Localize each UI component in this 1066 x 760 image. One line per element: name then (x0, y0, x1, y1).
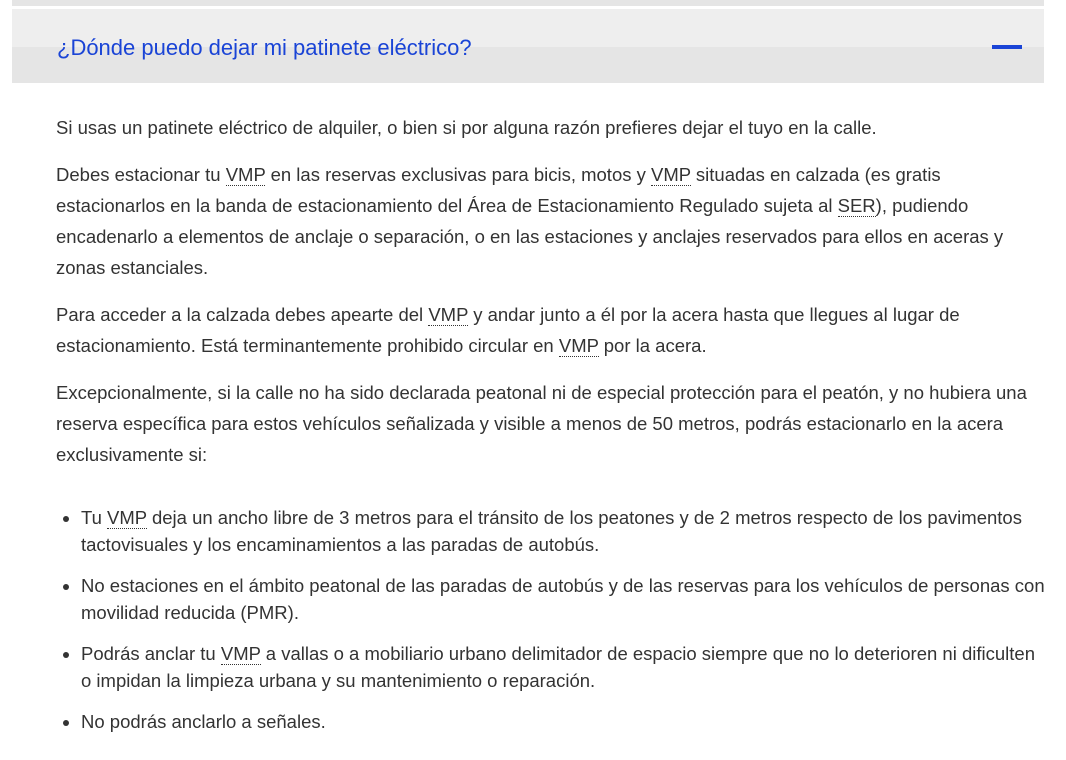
accordion-title[interactable]: ¿Dónde puedo dejar mi patinete eléctrico? (57, 35, 472, 60)
paragraph-parking-rules (56, 159, 1046, 283)
accordion-header[interactable] (12, 9, 1044, 83)
text-segment: ), pudiendo encadenarlo a elementos de anclaje o separación, o en las estaciones y anclajes reservados para ellos en aceras y zonas estanciales. (56, 195, 1004, 278)
text-segment: en las reservas exclusivas para bicis, motos y (265, 164, 652, 185)
paragraph-intro: Si usas un patinete eléctrico de alquiler, o bien si por alguna razón prefieres dejar el tuyo en la calle. (56, 117, 877, 138)
text-segment: deja un ancho libre de 3 metros para el tránsito de los peatones y de 2 metros respecto de los pavimentos tactovisuales y los encaminamientos a las paradas de autobús. (81, 507, 1022, 555)
abbr-ser: SER (837, 195, 876, 216)
abbr-vmp: VMP (220, 643, 261, 664)
text-segment: Para acceder a la calzada debes apearte del (56, 304, 429, 325)
text-segment: Tu (81, 507, 108, 528)
abbr-vmp: VMP (558, 335, 599, 356)
accordion-content (56, 112, 1046, 749)
text-segment: y andar junto a él por la acera hasta que llegues al lugar de estacionamiento. Está terminantemente prohibido circular en (56, 304, 960, 356)
paragraph-access (56, 299, 1046, 361)
conditions-list (56, 504, 1046, 735)
list-item: • No estaciones en el ámbito peatonal de las paradas de autobús y de las reservas para los vehículos de personas con movilidad reducida (PMR). (81, 572, 1046, 626)
text-segment: Debes estacionar tu (56, 164, 226, 185)
text-segment: a vallas o a mobiliario urbano delimitador de espacio siempre que no lo deterioren ni dificulten o impidan la limpieza urbana y su mantenimiento o reparación. (81, 643, 1035, 691)
list-item (81, 504, 1046, 558)
collapse-button[interactable] (990, 33, 1024, 61)
text-segment: por la acera. (598, 335, 707, 356)
abbr-vmp: VMP (428, 304, 469, 325)
list-item: • No podrás anclarlo a señales. (81, 708, 1046, 735)
previous-accordion-header[interactable] (12, 0, 1044, 6)
abbr-vmp: VMP (651, 164, 691, 185)
abbr-vmp: VMP (225, 164, 266, 185)
paragraph-exception: Excepcionalmente, si la calle no ha sido declarada peatonal ni de especial protección para el peatón, y no hubiera una reserva específica para estos vehículos señalizada y visible a menos de 50 metros, podrás estacionarlo en la acera exclusivamente si: (56, 382, 1027, 465)
list-item (81, 640, 1046, 694)
text-segment: Podrás anclar tu (81, 643, 221, 664)
minus-icon (992, 45, 1022, 49)
abbr-vmp: VMP (107, 507, 147, 528)
text-segment: situadas en calzada (es gratis estacionarlos en la banda de estacionamiento del Área de Estacionamiento Regulado sujeta al (56, 164, 941, 216)
